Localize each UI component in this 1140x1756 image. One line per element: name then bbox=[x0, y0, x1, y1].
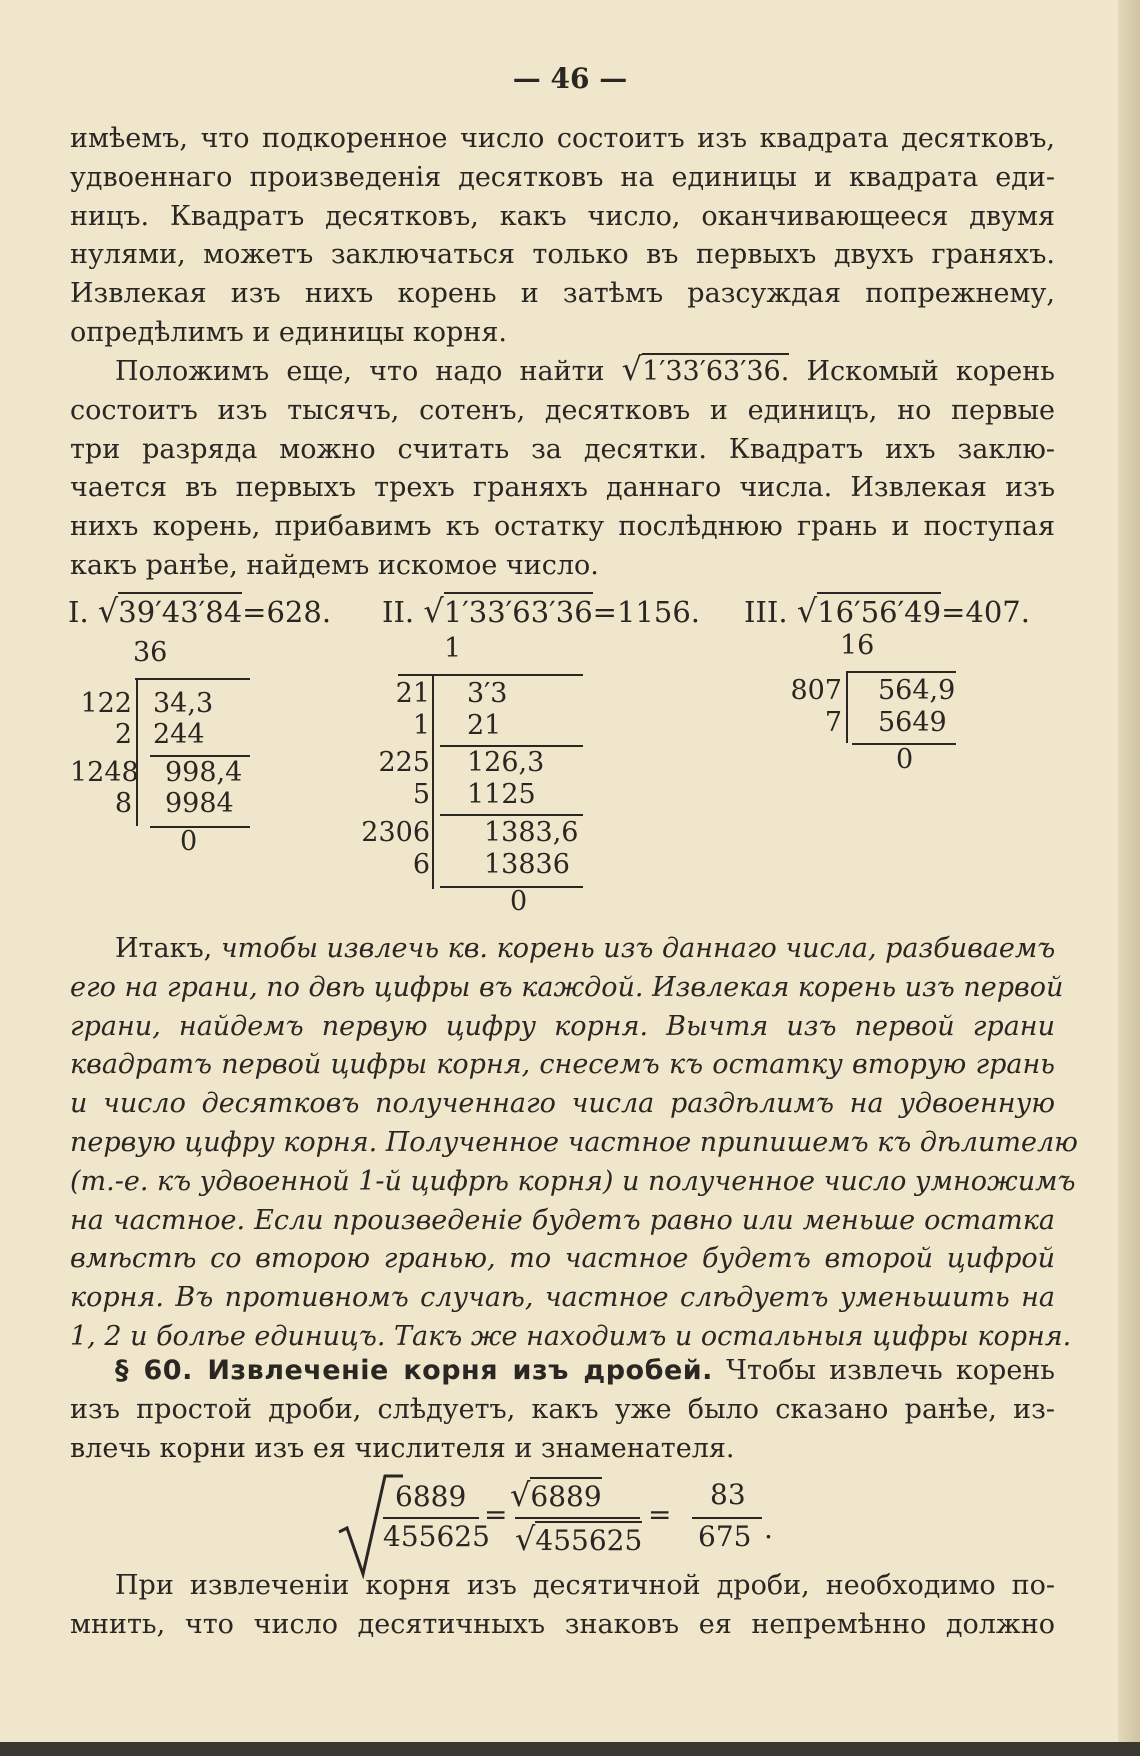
work1-digit: 8 bbox=[114, 788, 132, 819]
work3-remainder: 564,9 bbox=[878, 675, 956, 706]
work3-digit: 7 bbox=[824, 707, 842, 738]
fraction-3-numerator: 83 bbox=[710, 1478, 746, 1511]
work2-digit: 1 bbox=[412, 710, 430, 741]
radical-sign: √ bbox=[423, 592, 444, 630]
paragraph-1 bbox=[70, 120, 1055, 353]
work3-product: 5649 bbox=[878, 707, 947, 738]
work2-divisor: 225 bbox=[378, 747, 430, 778]
work3-zero: 0 bbox=[896, 744, 914, 775]
work1-rule bbox=[150, 826, 250, 828]
equals-sign: = bbox=[648, 1498, 672, 1531]
text-line bbox=[70, 930, 1055, 969]
radicand: 455625 bbox=[535, 1521, 642, 1557]
text-line: чается въ первыхъ трехъ граняхъ даннаго числа. Извлекая изъ bbox=[70, 472, 1055, 504]
work3-rule bbox=[848, 671, 956, 673]
work2-first-square: 1 bbox=[444, 633, 462, 664]
text-line: Извлекая изъ нихъ корень и затѣмъ разсуждая попрежнему, bbox=[70, 278, 1055, 310]
text-line: грани, найдемъ первую цифру корня. Вычтя изъ первой грани bbox=[70, 1010, 1055, 1042]
text-line: ницъ. Квадратъ десятковъ, какъ число, оканчивающееся двумя bbox=[70, 200, 1055, 232]
work2-remainder: 126,3 bbox=[467, 747, 545, 778]
work1-divisor: 1248 bbox=[70, 757, 139, 788]
work3-divider bbox=[846, 671, 848, 743]
period: . bbox=[764, 1512, 773, 1545]
work2-digit: 5 bbox=[412, 779, 430, 810]
example-2 bbox=[382, 592, 700, 630]
work2-rule bbox=[440, 814, 583, 816]
fraction-3-denominator: 675 bbox=[698, 1520, 752, 1553]
radical-sign: √ bbox=[515, 1520, 536, 1558]
text-line: влечь корни изъ ея числителя и знаменателя. bbox=[70, 1432, 735, 1464]
work2-product: 1125 bbox=[467, 779, 536, 810]
work1-zero: 0 bbox=[180, 826, 198, 857]
work2-zero: 0 bbox=[510, 886, 528, 917]
radical-sign: √ bbox=[510, 1476, 531, 1514]
paragraph-2 bbox=[70, 350, 1055, 586]
radicand: 1′33′63′36 bbox=[444, 592, 593, 629]
work3-first-square: 16 bbox=[840, 630, 875, 661]
text-line bbox=[70, 1352, 1055, 1391]
work3-divisor: 807 bbox=[790, 675, 842, 706]
work2-product: 13836 bbox=[484, 849, 570, 880]
text-line: имѣемъ, что подкоренное число состоитъ изъ квадрата десятковъ, bbox=[70, 123, 1055, 154]
fraction-1-denominator: 455625 bbox=[383, 1520, 490, 1553]
section-title: § 60. Извлеченіе корня изъ дробей. bbox=[115, 1355, 713, 1386]
text-line: состоитъ изъ тысячъ, сотенъ, десятковъ и единицъ, но первые bbox=[70, 394, 1055, 426]
work1-remainder: 998,4 bbox=[165, 757, 243, 788]
radicand: 39′43′84 bbox=[118, 592, 242, 629]
text-line: первую цифру корня. Полученное частное припишемъ къ дѣлителю bbox=[70, 1126, 1078, 1158]
fraction-3-bar bbox=[692, 1517, 762, 1519]
work1-remainder: 34,3 bbox=[153, 688, 214, 719]
equals-sign: = bbox=[484, 1498, 508, 1531]
text-fragment: Чтобы извлечь корень bbox=[726, 1355, 1055, 1386]
example-1 bbox=[68, 592, 331, 630]
text-fragment: Положимъ еще, что надо найти bbox=[115, 356, 605, 387]
page-number: — 46 — bbox=[512, 62, 628, 95]
work2-divisor: 21 bbox=[395, 678, 430, 709]
text-line: его на грани, по двѣ цифры въ каждой. Извлекая корень изъ первой bbox=[70, 971, 1064, 1003]
example-label: III. bbox=[744, 595, 788, 629]
work2-remainder: 3′3 bbox=[467, 678, 508, 709]
work1-digit: 2 bbox=[114, 719, 132, 750]
paragraph-last bbox=[70, 1567, 1055, 1645]
work1-rule bbox=[135, 678, 250, 680]
text-line: три разряда можно считать за десятки. Квадратъ ихъ заклю- bbox=[70, 433, 1055, 465]
fraction-2-bar bbox=[515, 1517, 640, 1519]
text-line: на частное. Если произведеніе будетъ равно или меньше остатка bbox=[70, 1204, 1055, 1236]
work1-product: 244 bbox=[153, 719, 205, 750]
text-line: При извлеченіи корня изъ десятичной дроби, необходимо по- bbox=[115, 1570, 1055, 1601]
text-line: (т.-е. къ удвоенной 1-й цифрѣ корня) и полученное число умножимъ bbox=[70, 1165, 1076, 1197]
text-line: мнить, что число десятичныхъ знаковъ ея непремѣнно должно bbox=[70, 1608, 1055, 1640]
fraction-1-numerator: 6889 bbox=[395, 1480, 467, 1513]
fraction-1-bar bbox=[383, 1517, 479, 1519]
work2-rule bbox=[398, 674, 583, 676]
radicand: 6889 bbox=[530, 1477, 601, 1513]
work2-divisor: 2306 bbox=[361, 817, 430, 848]
page-edge bbox=[1118, 0, 1140, 1756]
example-result: =407. bbox=[941, 595, 1030, 629]
example-3 bbox=[744, 592, 1030, 630]
example-result: =628. bbox=[242, 595, 332, 629]
example-result: =1156. bbox=[592, 595, 700, 629]
example-label: II. bbox=[382, 595, 415, 629]
italic-text: чтобы извлечь кв. корень изъ даннаго числа, разбиваемъ bbox=[220, 933, 1056, 964]
text-line: нулями, можетъ заключаться только въ первыхъ двухъ граняхъ. bbox=[70, 239, 1055, 271]
radical-sign: √ bbox=[97, 592, 119, 630]
radical-sign: √ bbox=[796, 592, 818, 630]
work2-divider bbox=[432, 674, 434, 889]
fraction-2-numerator-radical bbox=[510, 1476, 602, 1514]
work1-product: 9984 bbox=[165, 788, 234, 819]
example-label: I. bbox=[68, 595, 89, 629]
text-line: вмѣстѣ со второю гранью, то частное будетъ второй цифрой bbox=[70, 1243, 1055, 1275]
text-line: и число десятковъ полученнаго числа раздѣлимъ на удвоенную bbox=[70, 1088, 1055, 1120]
text-fragment: Итакъ, bbox=[115, 933, 213, 964]
work1-divider bbox=[136, 678, 138, 826]
work2-product: 21 bbox=[467, 710, 502, 741]
radicand: 1′33′63′36. bbox=[642, 353, 789, 387]
text-line: опредѣлимъ и единицы корня. bbox=[70, 316, 507, 348]
rule-paragraph bbox=[70, 930, 1078, 1357]
radicand: 16′56′49 bbox=[817, 592, 941, 629]
text-line: корня. Въ противномъ случаѣ, частное слѣдуетъ уменьшить на bbox=[70, 1282, 1055, 1314]
section-60-paragraph bbox=[70, 1352, 1055, 1468]
work2-digit: 6 bbox=[412, 849, 430, 880]
text-fragment: Искомый корень bbox=[806, 356, 1055, 387]
work1-first-square: 36 bbox=[133, 637, 168, 668]
text-line: какъ ранѣе, найдемъ искомое число. bbox=[70, 549, 599, 581]
radical-sign: √ bbox=[621, 350, 643, 388]
work1-divisor: 122 bbox=[80, 688, 132, 719]
fraction-2-denominator-radical bbox=[515, 1520, 642, 1558]
work2-remainder: 1383,6 bbox=[484, 817, 579, 848]
text-line: 1, 2 и болѣе единицъ. Такъ же находимъ и остальныя цифры корня. bbox=[70, 1320, 1072, 1352]
text-line: изъ простой дроби, слѣдуетъ, какъ уже было сказано ранѣе, из- bbox=[70, 1393, 1055, 1425]
text-line bbox=[70, 350, 1055, 392]
text-line: удвоеннаго произведенія десятковъ на единицы и квадрата еди- bbox=[70, 161, 1055, 193]
text-line: нихъ корень, прибавимъ къ остатку послѣднюю грань и поступая bbox=[70, 511, 1055, 543]
page-bottom-edge bbox=[0, 1742, 1140, 1756]
text-line: квадратъ первой цифры корня, снесемъ къ остатку вторую грань bbox=[70, 1049, 1055, 1081]
